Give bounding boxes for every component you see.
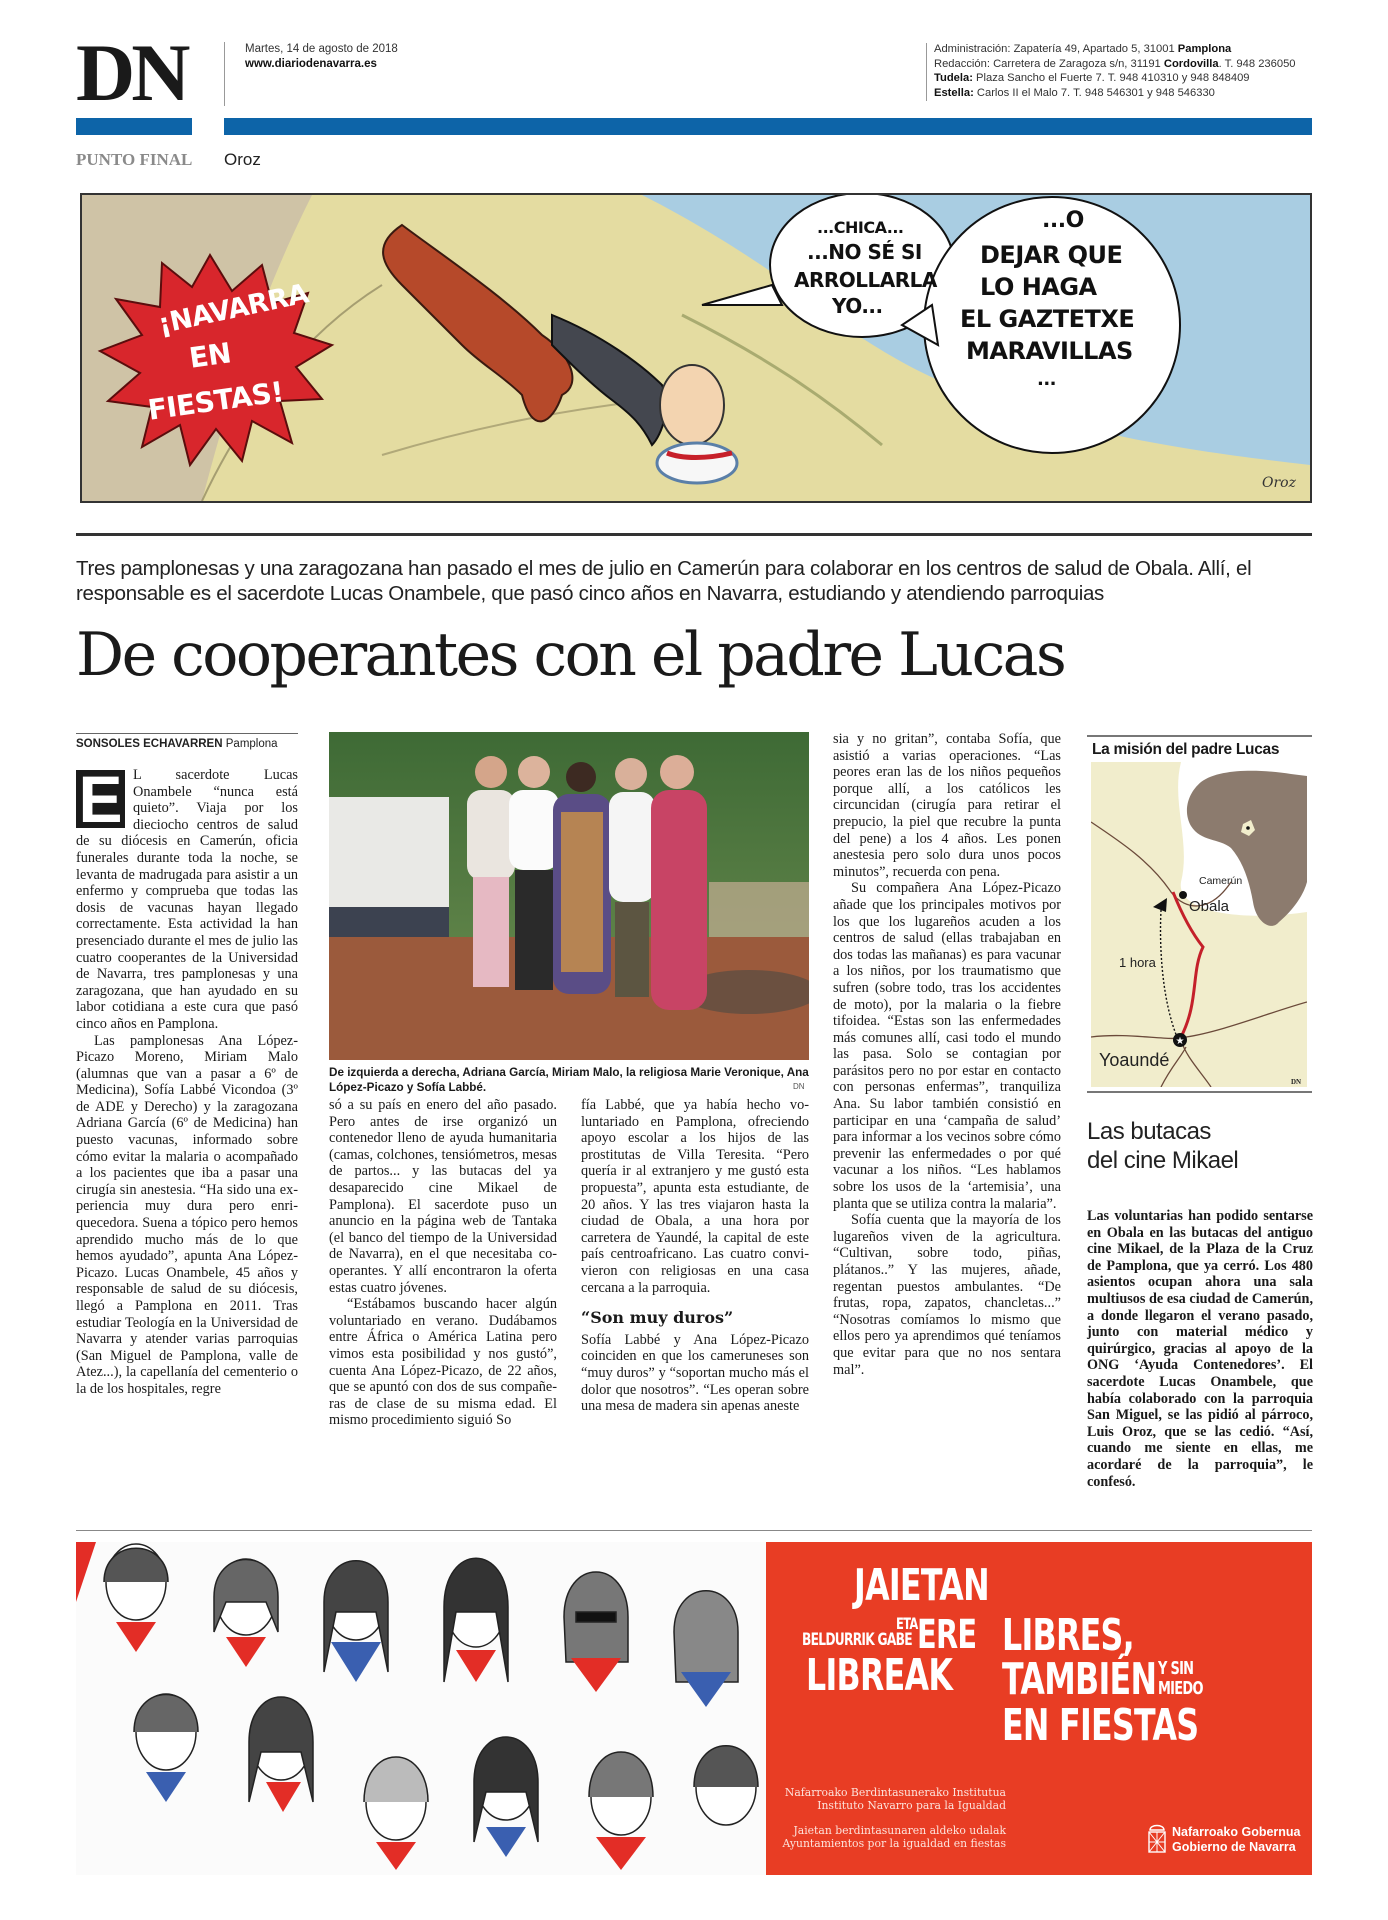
ad-text-libres: LIBRES,	[1002, 1610, 1134, 1661]
sidebar-headline-line: del cine Mikael	[1087, 1147, 1239, 1174]
brand-bar-left	[76, 118, 192, 135]
address-line: Redacción: Carretera de Zaragoza s/n, 31191 Cordovilla. T. 948 236050	[934, 57, 1296, 70]
cartoon-illustration	[82, 195, 1310, 501]
bubble1-line: ARROLLARLA	[794, 268, 937, 292]
map-label-town: Obala	[1189, 898, 1230, 915]
address-line: Administración: Zapatería 49, Apartado 5, 31001 Pamplona	[934, 43, 1232, 55]
ad-text-libreak: LIBREAK	[806, 1650, 953, 1701]
ad-rule	[76, 1530, 1312, 1531]
article-paragraph: “Estábamos buscando hacer algún voluntariado en verano. Dudábamos entre África o América Latina pero vimos esta posibilidad y nos gustó”, cuenta Ana López-Picazo, de 22 años, que se apuntó con dos de sus compañeras de clase de su misma edad. El mismo procedimiento siguió So	[329, 1296, 557, 1429]
article-subheading: Tres pamplonesas y una zaragozana han pasado el mes de julio en Camerún para colaborar en los centros de salud de Obala. Allí, el responsable es el sacerdote Lucas Onambele, que pasó cinco años en Navarra, estudiando y atendiendo parroquias	[76, 557, 1252, 605]
ad-municipalities: Jaietan berdintasunaren aldeko udalak Ayuntamientos por la igualdad en fiestas	[782, 1824, 1006, 1850]
face	[364, 1757, 428, 1840]
ad-text-ere: ERE	[917, 1612, 977, 1658]
masthead-divider	[224, 42, 225, 106]
map-label-duration: 1 hora	[1119, 955, 1156, 970]
author-name: SONSOLES ECHAVARREN	[76, 738, 223, 750]
drop-cap: E	[76, 770, 125, 828]
ad-text-tambien: TAMBIÉN	[1002, 1654, 1157, 1705]
ad-illustration	[76, 1542, 768, 1875]
newspaper-logo: DN	[76, 27, 187, 118]
byline-rule	[76, 733, 298, 734]
address-line: Estella: Carlos II el Malo 7. T. 948 546301 y 948 546330	[934, 86, 1215, 99]
map-bottom-rule	[1087, 1091, 1312, 1093]
ad-text-ysin: Y SIN	[1158, 1658, 1194, 1679]
face	[694, 1746, 758, 1825]
address-divider	[926, 43, 927, 101]
map-label-country: Camerún	[1199, 875, 1243, 887]
byline	[76, 738, 278, 750]
cartoon-strip	[80, 193, 1312, 503]
bubble2-line: LO HAGA	[980, 273, 1097, 301]
ad-text-beldurrik: BELDURRIK GABE	[802, 1630, 912, 1650]
brand-bar-right	[224, 118, 1312, 135]
bubble1-line: ...NO SÉ SI	[807, 240, 922, 264]
sidebar-headline-line: Las butacas	[1087, 1118, 1211, 1145]
navarra-coat-of-arms-icon	[1146, 1822, 1168, 1856]
women-crowd-drawing	[76, 1542, 768, 1875]
cartoon-signature: Oroz	[1262, 475, 1296, 491]
contact-addresses	[934, 42, 1296, 100]
sidebar-headline	[1087, 1117, 1238, 1175]
article-photo	[329, 732, 809, 1060]
ad-text-enfiestas: EN FIESTAS	[1002, 1700, 1199, 1751]
article-column-1	[76, 767, 298, 1398]
photo-caption: De izquierda a derecha, Adriana García, Miriam Malo, la religiosa Marie Veronique, Ana López-Picazo y Sofía Labbé.	[329, 1066, 809, 1094]
group-photo-illustration	[329, 732, 809, 1060]
burst-line: FIESTAS!	[145, 375, 286, 427]
bubble2-line: EL GAZTETXE	[960, 305, 1135, 333]
bubble1-line: ...CHICA...	[817, 218, 904, 237]
face	[564, 1572, 628, 1662]
map-title: La misión del padre Lucas	[1092, 741, 1280, 758]
article-paragraph: só a su país en enero del año pasado. Pero antes de irse organizó un contenedor lleno de ayuda humanitaria (camas, colchones, tensiómetros, mesas de partos... y las butacas del ya desaparecido cine Mikael de Pamplona). El sacerdote puso un anuncio en la página web de Tantaka (el banco del tiempo de la Universidad de Navarra), en el que necesitaba cooperantes. Y allí encontraron la oferta estas cuatro jóvenes.	[329, 1097, 557, 1296]
bubble2-line: ...	[1037, 369, 1057, 390]
article-paragraph: Sofía cuenta que la mayoría de los lugareños viven de la agricultura. “Cultivan, sobre todo, piñas, plátanos..” Y las mujeres, añade, regentan puestos ambulantes. “De frutas, ropa, zapatos, chancletas...” “Nosotras comíamos lo mismo que ellos pero ya aprendimos qué teníamos que evitar para que no nos sentara mal”.	[833, 1212, 1061, 1378]
photo-credit: DN	[793, 1082, 805, 1091]
address-line: Tudela: Plaza Sancho el Fuerte 7. T. 948 410310 y 948 848409	[934, 72, 1250, 84]
article-column-3	[581, 1097, 809, 1415]
svg-text:★: ★	[1175, 1036, 1185, 1047]
section-rule	[76, 533, 1312, 536]
ad-text-jaietan: JAIETAN	[854, 1560, 989, 1611]
face	[589, 1752, 653, 1835]
ad-institute: Nafarroako Berdintasunerako Institutua Instituto Navarro para la Igualdad	[784, 1786, 1006, 1812]
article-paragraph: E L sacerdote Lucas Onambele “nunca está quieto”. Viaja por los dieciocho centros de salud de su diócesis en Camerún, oficia funerales durante toda la noche, se levanta de madrugada para asistir a un enfermo y comprueba que todas las dosis de vacunas hayan llegado correctamente. Esta actividad la han presenciado durante el mes de julio las cuatro cooperantes de la Universidad de Navarra, tres pamplonesas y una zaragozana, que han ayudado en su labor cotidiana a este cura que pasó cinco años en Pamplona.	[76, 767, 298, 1032]
article-paragraph: Las pamplonesas Ana López-Picazo Moreno, Miriam Malo (alumnas que van a pasar a 6º de Medicina), Sofía Labbé Vicondoa (3º de ADE y Derecho) y la zaragozana Adriana García (6º de Medicina) han puesto vacunas, informado sobre cómo evitar la malaria o acompañado a los pacientes que iba a pasar una cirugía sin anestesia. “Ha sido una experiencia muy dura pero enriquecedora. Suena a tópico pero hemos aprendido mucho más de lo que hemos ayudado”, apunta Ana López-Picazo. Lucas Onambele, 45 años y responsable de salud de su diócesis, llegó a Pamplona en 2011. Tras estudiar Teología en la Universidad de Navarra y atender varias parroquias (San Miguel de Pamplona, valle de Atez...), la capellanía del cementerio o la de los hospitales, regre	[76, 1032, 298, 1397]
bubble2-line: ...O	[1042, 208, 1084, 233]
article-paragraph: sia y no gritan”, contaba Sofía, que asistió a varias operaciones. “Las peores eran las de los niños pequeños porque allí, a los católicos les circuncidan (cirugía para retirar el prepucio, la piel que recubre la punta del pene) a los 4 años. Les ponen anestesia pero solo dura unos pocos minutos”, recuerda con pena.	[833, 731, 1061, 880]
ad-text-eta: ETA	[896, 1614, 918, 1633]
face	[674, 1591, 738, 1682]
dateline: Pamplona	[225, 738, 278, 750]
article-paragraph: fía Labbé, que ya había hecho voluntariado en Pamplona, ofreciendo apoyo escolar a los hijos de las prostitutas de Villa Teresita. “Pero quería ir al extranjero y me gustó esta propuesta”, apunta esta estudiante, de 20 años. Y las tres viajaron hasta la ciudad de Obala, a una hora por carretera de Yaundé, la capital de este país centroafricano. Las cuatro convivieron con religiosas en una casa cercana a la parroquia.	[581, 1097, 809, 1296]
sidebar-body: Las voluntarias han podido sentarse en Obala en las butacas del antiguo cine Mikael, de la Plaza de la Cruz de Pamplona, que ya cerró. Los 480 asientos ocupan ahora una sala multiusos de esa ciudad de Camerún, a donde llegaron el verano pasado, junto con material médico y quirúrgico, gracias al apoyo de la ONG ‘Ayuda Contenedores’. El sacerdote Lucas Onambele, que había colaborado con la parroquia San Miguel, se las pidió al párroco, Luis Oroz, que se las cedió. “Así, cuando me siente en ellas, me acordaré de la parroquia”, le confesó.	[1087, 1208, 1313, 1490]
map-graphic	[1091, 762, 1307, 1087]
article-paragraph: Sofía Labbé y Ana López-Picazo coinciden en que los cameruneses son “muy duros” y “soportan mucho más el dolor que nosotros”. “Les operan sobre una mesa de madera sin apenas aneste	[581, 1331, 809, 1415]
map-label-capital: Yoaundé	[1099, 1050, 1170, 1070]
bubble2-line: MARAVILLAS	[966, 337, 1133, 365]
article-column-2	[329, 1097, 557, 1429]
location-map	[1091, 762, 1307, 1087]
burst-line: ¡NAVARRA	[155, 278, 312, 341]
person	[553, 762, 611, 994]
issue-date: Martes, 14 de agosto de 2018	[245, 43, 398, 55]
bubble2-line: DEJAR QUE	[980, 241, 1123, 269]
burst-line: EN	[187, 336, 233, 375]
ad-government: Nafarroako Gobernua Gobierno de Navarra	[1172, 1825, 1301, 1854]
map-credit: DN	[1291, 1078, 1302, 1086]
section-label: PUNTO FINAL	[76, 150, 193, 169]
map-top-rule	[1087, 735, 1312, 737]
article-intertitle: “Son muy duros”	[581, 1308, 734, 1328]
ad-text-miedo: MIEDO	[1158, 1678, 1203, 1699]
article-paragraph: Su compañera Ana López-Picazo añade que los principales motivos por los que los lugareños acuden a los centros de salud (ellas trabajaban en dos todas las mañanas) es para vacunar a los niños, por los traumatismo que sufren (sobre todo, tras los accidentes de moto), por la malaria o la fiebre tifoidea. “Estas son las enfermedades más comunes allí, casi todo el mundo las pasa. Solo se contagian por parásitos pero no por estar en contacto con personas enfermas”, tranquiliza Ana. Su labor también consistió en participar en una ‘campaña de salud’ para informar a los vecinos sobre cómo prevenir las enfermedades o por qué vacunar a los niños. “Les hablamos sobre los usos de la ‘artemisia’, una planta que se utiliza contra la malaria”.	[833, 880, 1061, 1212]
masthead-date-block	[245, 42, 398, 72]
ad-campaign-panel	[766, 1542, 1312, 1875]
article-column-4	[833, 731, 1061, 1378]
article-headline: De cooperantes con el padre Lucas	[76, 620, 1065, 690]
person	[651, 755, 707, 1010]
runner-head	[660, 365, 724, 445]
bubble1-line: YO...	[832, 294, 883, 318]
website-link[interactable]: www.diariodenavarra.es	[245, 58, 377, 70]
cartoonist-name: Oroz	[224, 150, 261, 169]
